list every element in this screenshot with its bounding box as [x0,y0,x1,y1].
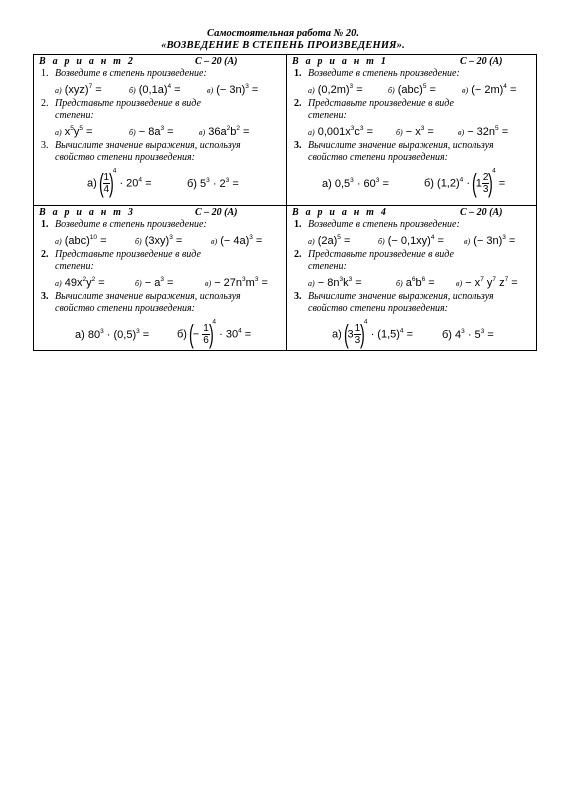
task-2 [292,98,534,122]
task-text: Возведите в степень произведение: [55,68,207,79]
task-2-expressions: а) $49x^2y^2$ = $б) - a^3$ = $в) - 27n^3m^3$ = [55,276,268,289]
task-text: Представьте произведение в виде [55,98,201,109]
task-1-expressions: а) (abc)$^{10}$ = б) $(3xy)^3$ = в) (− 4a)$^3$ = [55,234,263,247]
variants-table [33,54,537,351]
task-1 [292,219,534,231]
task-text: Вычислите значение выражения, используя [55,291,241,302]
task-text-cont: степени: [55,261,94,272]
task-number: 1. [41,219,49,230]
worksheet-subtitle: «ВОЗВЕДЕНИЕ В СТЕПЕНЬ ПРОИЗВЕДЕНИЯ». [161,40,405,51]
task-number: 3. [294,140,302,151]
variant-title: В а р и а н т 4 [292,207,389,218]
variant-2-cell [36,56,284,204]
task-1-expressions: а) $(2a)^5$ = б) (− 0,1xy)$^4$ = в) (− 3n)$^3$ = [308,234,516,247]
task-number: 1. [294,68,302,79]
task-text-cont: свойство степени произведения: [308,152,449,163]
task-3-expressions: а) $80^3 \cdot (0,5)^3$ = б) (− $\frac{1}{6}$ )$^4 \cdot 30^4$ = [75,318,252,349]
task-number: 1. [294,219,302,230]
task-1 [39,68,281,80]
task-2-expressions: $а) - 8n^3k^3$ = б) $a^6b^6$ = $в) - x^7$ $y^7$ $z^7$ = [308,276,518,289]
task-1-expressions: а) (xyz)$^7$ = б) $(0,1a)^4$ = в) (− 3n)$^3$ = [55,83,259,96]
task-text: Представьте произведение в виде [308,249,454,260]
task-text-cont: свойство степени произведения: [55,303,196,314]
variant-title: В а р и а н т 1 [292,56,389,67]
task-2 [39,249,281,273]
task-text: Представьте произведение в виде [308,98,454,109]
task-number: 3. [41,140,49,151]
task-number: 3. [294,291,302,302]
task-2 [39,98,281,122]
variant-4-cell [289,207,537,355]
task-text: Возведите в степень произведение: [308,219,460,230]
task-text-cont: степени: [308,110,347,121]
variant-1-cell [289,56,537,204]
task-text: Возведите в степень произведение: [308,68,460,79]
task-text-cont: степени: [55,110,94,121]
variant-code: С – 20 (А) [195,207,238,218]
task-text-cont: степени: [308,261,347,272]
variant-title: В а р и а н т 2 [39,56,136,67]
task-2-expressions: а) $x^5y^5$ = $б) - 8a^3$ = в) $36a^2b^2$ = [55,125,250,138]
variant-header [292,56,534,68]
task-2-expressions: а) $0,001x^3c^3$ = $б) - x^3$ = $в) - 32n^5$ = [308,125,509,138]
row-divider [34,205,536,206]
task-number: 2. [294,98,302,109]
task-number: 2. [294,249,302,260]
task-number: 2. [41,98,49,109]
task-3-expressions: а) (3 $\frac{1}{3}$ )$^4 \cdot (1,5)^4$ = б) $4^3 \cdot 5^3$ = [332,318,494,349]
variant-code: С – 20 (А) [195,56,238,67]
column-divider [286,55,287,350]
variant-title: В а р и а н т 3 [39,207,136,218]
variant-code: С – 20 (А) [460,207,503,218]
variant-header [39,207,281,219]
task-text: Вычислите значение выражения, используя [308,291,494,302]
task-2 [292,249,534,273]
variant-header [292,207,534,219]
task-1-expressions: а) $(0,2m)^3$ = б) (abc)$^5$ = в) (− 2m)$^4$ = [308,83,517,96]
task-text: Возведите в степень произведение: [55,219,207,230]
task-text: Представьте произведение в виде [55,249,201,260]
task-text: Вычислите значение выражения, используя [308,140,494,151]
task-1 [292,68,534,80]
variant-code: С – 20 (А) [460,56,503,67]
variant-header [39,56,281,68]
worksheet-title: Самостоятельная работа № 20. [207,28,359,39]
task-number: 1. [41,68,49,79]
task-3 [39,291,281,315]
task-text-cont: свойство степени произведения: [308,303,449,314]
task-3 [292,291,534,315]
task-3 [292,140,534,164]
task-number: 2. [41,249,49,260]
task-3 [39,140,281,164]
task-text-cont: свойство степени произведения: [55,152,196,163]
task-3-expressions: а) ( $\frac{1}{4}$ )$^4 \cdot 20^4$ = б) $5^3 \cdot 2^3$ = [87,167,239,198]
task-3-expressions: а) $0,5^3 \cdot 60^3$ = б) $(1,2)^4 \cdot (1$ $\frac{2}{3}$ )$^4$ = [322,167,506,198]
task-text: Вычислите значение выражения, используя [55,140,241,151]
variant-3-cell [36,207,284,355]
task-1 [39,219,281,231]
task-number: 3. [41,291,49,302]
